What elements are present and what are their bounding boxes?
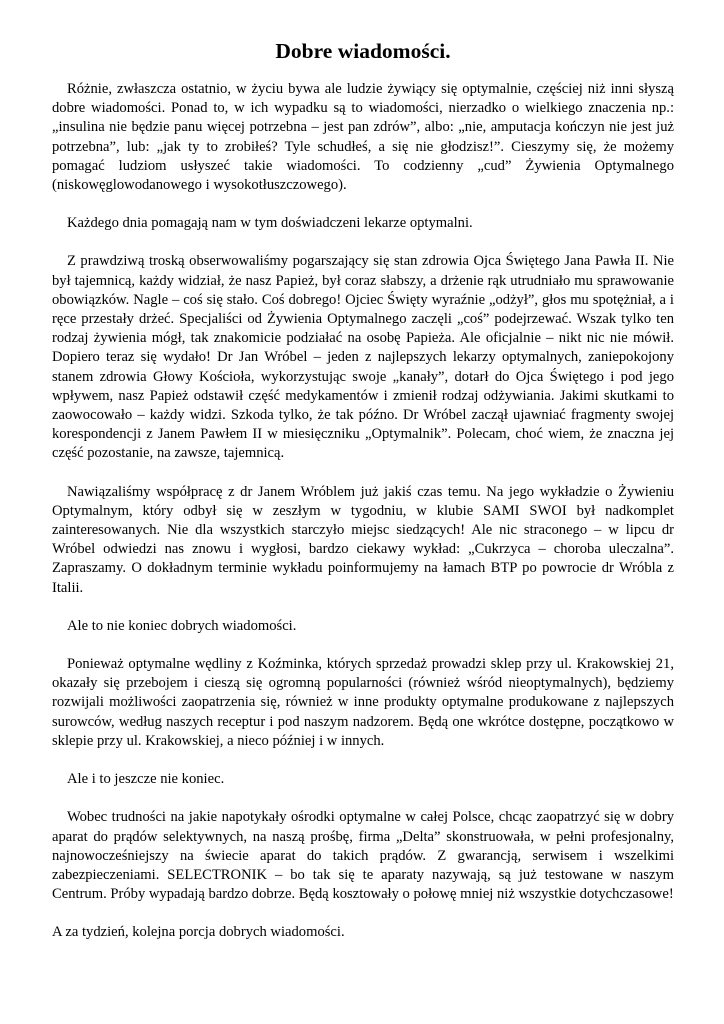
- document-title: Dobre wiadomości.: [275, 39, 451, 63]
- paragraph-cooperation: Nawiązaliśmy współpracę z dr Janem Wróblem już jakiś czas temu. Na jego wykładzie o Żywieniu Optymalnym, który odbył się w zeszłym w tygodniu, w klubie SAMI SWOI był nadkomplet zainteresowanych. Nie dla wszystkich starczyło miejsc siedzących! Ale nic straconego – w lipcu dr Wróbel odwiedzi nas znowu i wygłosi, bardzo ciekawy wykład: „Cukrzyca – choroba uleczalna”. Zapraszamy. O dokładnym terminie wykładu poinformujemy na łamach BTP po powrocie dr Wróbla z Italii.: [52, 483, 674, 596]
- paragraph-closing: A za tydzień, kolejna porcja dobrych wiadomości.: [52, 924, 345, 941]
- paragraph-not-end: Ale to nie koniec dobrych wiadomości.: [67, 617, 297, 634]
- paragraph-pope: Z prawdziwą troską obserwowaliśmy pogarszający się stan zdrowia Ojca Świętego Jana Pawła II. Nie był tajemnicą, każdy widział, że nasz Papież, był coraz słabszy, a drżenie rąk utrudniało mu sprawowanie obowiązków. Nagle – coś się stało. Coś dobrego! Ojciec Święty wyraźnie „odżył”, głos mu spotężniał, a i ręce przestały drżeć. Specjaliści od Żywienia Optymalnego zaczęli „coś” podejrzewać. Wszak tylko ten rodzaj żywienia mógł, tak znakomicie podziałać na osobę Papieża. Ale oficjalnie – nikt nic nie mówił. Dopiero teraz się wydało! Dr Jan Wróbel – jeden z najlepszych lekarzy optymalnych, zaniepokojony stanem zdrowia Głowy Kościoła, wykorzystując swoje „kanały”, dotarł do Ojca Świętego i pod jego wpływem, nasz Papież odstawił część medykamentów i zmienił rodzaj odżywiania. Jakimi skutkami to zaowocowało – każdy widzi. Szkoda tylko, że tak późno. Dr Wróbel zaczął ujawniać fragmenty swojej korespondencji z Janem Pawłem II w miesięczniku „Optymalnik”. Polecam, choć wiem, że znaczna jej część pozostanie, na zawsze, tajemnicą.: [52, 253, 674, 462]
- paragraph-doctors: Każdego dnia pomagają nam w tym doświadczeni lekarze optymalni.: [67, 215, 473, 232]
- paragraph-sausages: Ponieważ optymalne wędliny z Koźminka, których sprzedaż prowadzi sklep przy ul. Krakowskiej 21, okazały się przebojem i cieszą się ogromną popularności (również wśród nieoptymalnych), będziemy rozwijali możliwości zaopatrzenia się, również w inne produkty optymalne produkowane z najlepszych surowców, według naszych receptur i pod naszym nadzorem. Będą one wkrótce dostępne, początkowo w sklepie przy ul. Krakowskiej, a nieco później i w innych.: [52, 656, 674, 749]
- document-page: [52, 38, 674, 962]
- paragraph-still-not-end: Ale i to jeszcze nie koniec.: [67, 771, 225, 788]
- paragraph-intro: Różnie, zwłaszcza ostatnio, w życiu bywa ale ludzie żywiący się optymalnie, częściej niż inni słyszą dobre wiadomości. Ponad to, w ich wypadku są to wiadomości, nierzadko o wielkiego znaczenia np.: „insulina nie będzie panu więcej potrzebna – jest pan zdrów”, albo: „nie, amputacja kończyn nie jest już potrzebna”, lub: „jak ty to zrobiłeś? Tyle schudłeś, a się nie głodzisz!”. Cieszymy się, że możemy pomagać ludziom usłyszeć takie wiadomości. To codzienny „cud” Żywienia Optymalnego (niskowęglowodanowego i wysokotłuszczowego).: [52, 81, 674, 194]
- paragraph-selectronik: Wobec trudności na jakie napotykały ośrodki optymalne w całej Polsce, chcąc zaopatrzyć się w dobry aparat do prądów selektywnych, na naszą prośbę, firma „Delta” skonstruowała, w pełni profesjonalny, najnowocześniejszy na świecie aparat do takich prądów. Z gwarancją, serwisem i wszelkimi zabezpieczeniami. SELECTRONIK – bo tak się te aparaty nazywają, są już testowane w naszym Centrum. Próby wypadają bardzo dobrze. Będą kosztowały o połowę mniej niż wszystkie dotychczasowe!: [52, 809, 674, 903]
